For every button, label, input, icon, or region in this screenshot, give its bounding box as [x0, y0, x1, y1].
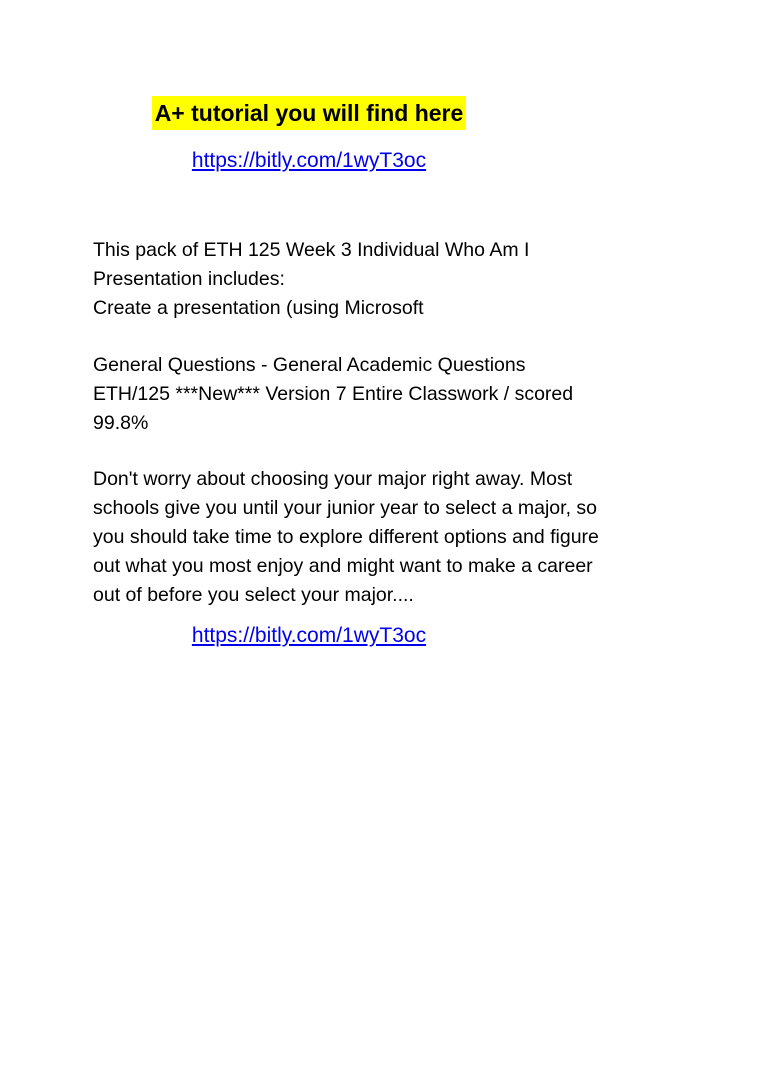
paragraph-line: General Questions - General Academic Questions [93, 354, 526, 376]
top-link-line [0, 146, 768, 176]
paragraph-line: ETH/125 ***New*** Version 7 Entire Classwork / scored [93, 383, 574, 405]
paragraph-intro [93, 236, 683, 323]
paragraph-questions [93, 351, 683, 438]
paragraph-advice [93, 465, 683, 610]
paragraph-line: Don't worry about choosing your major right away. Most [93, 468, 573, 490]
paragraph-line: This pack of ETH 125 Week 3 Individual Who Am I [93, 239, 530, 261]
top-link[interactable]: https://bitly.com/1wyT3oc [191, 149, 427, 172]
bottom-link-line [0, 621, 768, 651]
headline-container [0, 96, 768, 130]
paragraph-line: you should take time to explore different options and figure [93, 526, 599, 548]
paragraph-line: Create a presentation (using Microsoft [93, 297, 424, 319]
highlighted-headline: A+ tutorial you will find here [152, 96, 467, 130]
paragraph-line: out what you most enjoy and might want to make a career [93, 555, 593, 577]
paragraph-line: schools give you until your junior year to select a major, so [93, 497, 598, 519]
paragraph-line: Presentation includes: [93, 268, 285, 290]
paragraph-line: out of before you select your major.... [93, 584, 414, 606]
bottom-link[interactable]: https://bitly.com/1wyT3oc [191, 624, 427, 647]
paragraph-line: 99.8% [93, 412, 149, 434]
